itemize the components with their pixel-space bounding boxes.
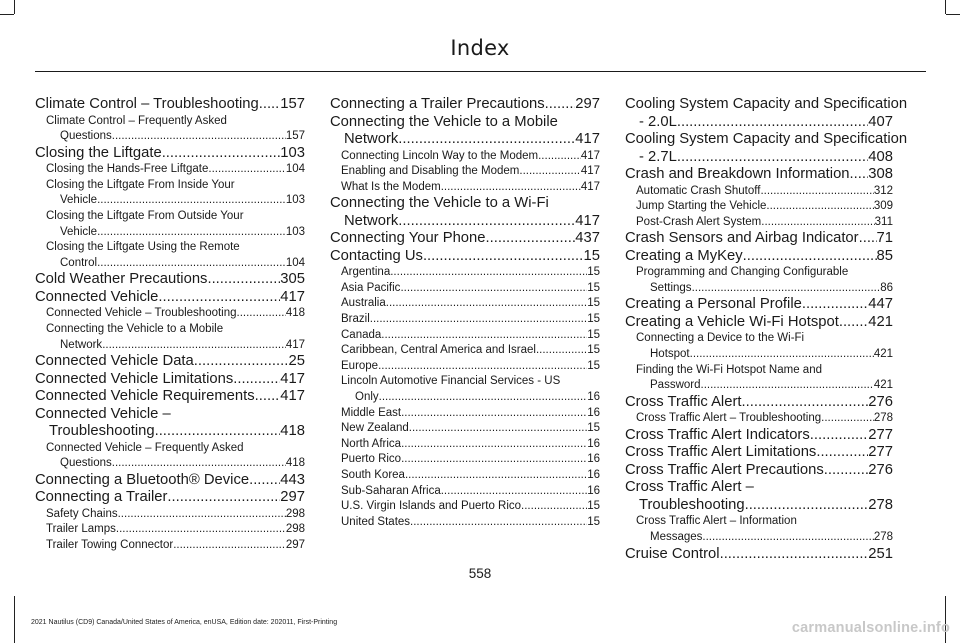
- index-entry: [625, 314, 893, 332]
- dot-leader: [208, 162, 285, 178]
- page-ref: 251: [868, 545, 893, 562]
- page-ref: 309: [873, 200, 893, 213]
- dot-leader: [398, 131, 575, 149]
- dot-leader: [677, 149, 868, 167]
- page-ref: 16: [587, 437, 600, 450]
- crop-mark: [14, 596, 15, 643]
- index-entry: [330, 131, 600, 149]
- entry-text: Asia Pacific: [341, 281, 401, 294]
- entry-text: North Africa: [341, 437, 402, 450]
- index-entry: [625, 427, 893, 445]
- dot-leader: [370, 312, 587, 328]
- index-entry: [35, 353, 305, 371]
- page-ref: 417: [280, 288, 305, 305]
- entry-text: Sub-Saharan Africa: [341, 484, 441, 497]
- entry-text: Safety Chains: [46, 507, 118, 520]
- page-number: 558: [468, 566, 492, 581]
- dot-leader: [760, 184, 873, 200]
- page-ref: 298: [285, 523, 305, 536]
- index-entry: [35, 423, 305, 441]
- index-entry: [625, 230, 893, 248]
- entry-text: Hotspot: [650, 348, 690, 361]
- entry-text: Automatic Crash Shutoff: [636, 184, 761, 197]
- page-ref: 15: [587, 515, 600, 528]
- entry-text: Europe: [341, 359, 379, 372]
- dot-leader: [742, 394, 869, 412]
- dot-leader: [486, 230, 576, 248]
- page-ref: 16: [587, 484, 600, 497]
- index-entry: [330, 213, 600, 231]
- index-entry-heading: Lincoln Automotive Financial Services - US: [341, 375, 561, 388]
- page-ref: 16: [587, 391, 600, 404]
- entry-text: U.S. Virgin Islands and Puerto Rico: [341, 500, 522, 513]
- page-ref: 278: [868, 496, 893, 513]
- entry-text: Connecting a Trailer Precautions: [330, 96, 545, 112]
- entry-text: Creating a Vehicle Wi-Fi Hotspot: [625, 313, 839, 330]
- entry-text: Closing the Hands-Free Liftgate: [46, 163, 209, 176]
- index-subentry: [35, 129, 305, 145]
- index-subentry: [330, 421, 600, 437]
- index-subentry: [35, 522, 305, 538]
- page-ref: 298: [285, 507, 305, 520]
- index-subentry: [35, 538, 305, 554]
- dot-leader: [850, 166, 869, 184]
- page-ref: 15: [587, 344, 600, 357]
- dot-leader: [545, 96, 576, 114]
- entry-text: Password: [650, 379, 701, 392]
- entry-text: Cruise Control: [625, 545, 720, 562]
- edition-footer: 2021 Nautilus (CD9) Canada/United States of America, enUSA, Edition date: 202011, First-Printing: [31, 619, 338, 626]
- entry-text: Vehicle: [60, 225, 98, 238]
- page-ref: 104: [285, 163, 305, 176]
- entry-text: Crash Sensors and Airbag Indicator: [625, 230, 859, 247]
- index-subentry: [330, 359, 600, 375]
- dot-leader: [255, 388, 281, 406]
- entry-text: Argentina: [341, 266, 391, 279]
- entry-text: Middle East: [341, 406, 402, 419]
- page-ref: 311: [874, 215, 893, 228]
- entry-text: Trailer Lamps: [46, 523, 116, 536]
- page-ref: 278: [873, 412, 893, 425]
- dot-leader: [690, 347, 874, 363]
- entry-text: Post-Crash Alert System: [636, 215, 762, 228]
- index-entry: [35, 271, 305, 289]
- entry-text: Canada: [341, 328, 382, 341]
- entry-text: Connected Vehicle: [35, 288, 159, 305]
- page-ref: 16: [587, 406, 600, 419]
- page-ref: 408: [868, 148, 893, 165]
- dot-leader: [743, 248, 877, 266]
- watermark: carmanualsonline.info: [791, 620, 950, 636]
- dot-leader: [173, 538, 286, 554]
- dot-leader: [519, 164, 580, 180]
- index-entry-heading: Closing the Liftgate Using the Remote: [46, 241, 240, 254]
- dot-leader: [378, 359, 587, 375]
- dot-leader: [816, 444, 868, 462]
- dot-leader: [401, 452, 587, 468]
- dot-leader: [162, 145, 281, 163]
- dot-leader: [810, 427, 869, 445]
- index-entry: [625, 166, 893, 184]
- entry-text: Cross Traffic Alert: [625, 393, 742, 410]
- index-subentry: [330, 484, 600, 500]
- page-ref: 15: [583, 247, 600, 264]
- page-ref: 104: [285, 256, 305, 269]
- page-ref: 103: [285, 194, 305, 207]
- dot-leader: [386, 296, 587, 312]
- index-entry: [625, 394, 893, 412]
- dot-leader: [536, 343, 587, 359]
- dot-leader: [859, 230, 877, 248]
- index-subentry: [35, 162, 305, 178]
- dot-leader: [97, 225, 286, 241]
- entry-text: Connected Vehicle Limitations: [35, 370, 234, 387]
- page-ref: 418: [285, 457, 305, 470]
- entry-text: South Korea: [341, 469, 405, 481]
- entry-text: Brazil: [341, 313, 370, 326]
- dot-leader: [158, 289, 280, 307]
- dot-leader: [97, 256, 286, 272]
- entry-text: Connecting Lincoln Way to the Modem: [341, 149, 539, 162]
- index-entry-heading: Programming and Changing Configurable: [636, 266, 849, 279]
- index-subentry: [625, 199, 893, 215]
- page-ref: 86: [880, 281, 893, 294]
- index-subentry: [35, 338, 305, 354]
- page-ref: 85: [876, 247, 893, 264]
- dot-leader: [766, 199, 873, 215]
- entry-text: Connected Vehicle Data: [35, 353, 194, 370]
- index-subentry: [35, 225, 305, 241]
- entry-text: Questions: [60, 130, 112, 143]
- page-ref: 421: [873, 379, 893, 392]
- entry-text: - 2.0L: [639, 113, 677, 130]
- index-subentry: [330, 265, 600, 281]
- index-entry-heading: Connected Vehicle –: [35, 405, 171, 422]
- index-column-2: [330, 96, 600, 530]
- page-ref: 437: [575, 230, 600, 247]
- entry-text: Trailer Towing Connector: [46, 539, 174, 551]
- dot-leader: [118, 507, 286, 523]
- index-subentry: [330, 343, 600, 359]
- entry-text: Messages: [650, 531, 703, 544]
- dot-leader: [745, 497, 869, 515]
- page-ref: 25: [288, 353, 305, 370]
- index-subentry: [330, 328, 600, 344]
- dot-leader: [390, 265, 587, 281]
- index-entry-heading: Finding the Wi-Fi Hotspot Name and: [636, 363, 822, 376]
- dot-leader: [405, 468, 587, 484]
- page-ref: 305: [280, 271, 305, 288]
- index-entry-heading: Closing the Liftgate From Inside Your: [46, 178, 235, 191]
- page-ref: 277: [868, 426, 893, 443]
- page-ref: 276: [868, 461, 893, 478]
- page-title: Index: [450, 36, 510, 60]
- entry-text: Connected Vehicle Requirements: [35, 388, 255, 405]
- dot-leader: [821, 411, 874, 427]
- page-ref: 278: [873, 531, 893, 544]
- index-subentry: [330, 499, 600, 515]
- index-subentry: [330, 468, 600, 484]
- entry-text: Settings: [650, 281, 692, 294]
- dot-leader: [112, 456, 286, 472]
- index-entry: [35, 96, 305, 114]
- page-ref: 421: [868, 313, 893, 330]
- entry-text: Vehicle: [60, 194, 98, 207]
- index-subentry: [35, 256, 305, 272]
- dot-leader: [701, 378, 874, 394]
- page-ref: 297: [285, 539, 305, 551]
- entry-text: Caribbean, Central America and Israel: [341, 344, 536, 357]
- index-entry: [35, 145, 305, 163]
- page-ref: 417: [575, 212, 600, 229]
- page-ref: 417: [580, 165, 600, 178]
- index-subentry: [625, 215, 893, 231]
- index-entry-heading: Climate Control – Frequently Asked: [46, 114, 227, 127]
- index-entry: [625, 114, 893, 132]
- entry-text: Only: [355, 391, 379, 404]
- entry-text: Climate Control – Troubleshooting: [35, 96, 259, 112]
- index-subentry: [625, 530, 893, 546]
- dot-leader: [839, 314, 868, 332]
- entry-text: Network: [60, 338, 103, 351]
- dot-leader: [167, 489, 280, 507]
- dot-leader: [441, 484, 587, 500]
- index-subentry: [330, 180, 600, 196]
- page-ref: 15: [587, 266, 600, 279]
- crop-mark: [14, 0, 15, 14]
- dot-leader: [102, 338, 286, 354]
- entry-text: Australia: [341, 297, 386, 310]
- dot-leader: [401, 437, 587, 453]
- entry-text: Cold Weather Precautions: [35, 271, 208, 288]
- dot-leader: [802, 296, 868, 314]
- dot-leader: [692, 281, 881, 297]
- dot-leader: [702, 530, 873, 546]
- index-entry-heading: Cross Traffic Alert –: [625, 479, 754, 496]
- index-column-3: [625, 96, 908, 563]
- entry-text: Connected Vehicle – Troubleshooting: [46, 307, 237, 320]
- index-entry: [625, 248, 893, 266]
- page-ref: 297: [575, 96, 600, 112]
- dot-leader: [97, 193, 286, 209]
- page-ref: 418: [285, 307, 305, 320]
- index-entry: [625, 444, 893, 462]
- index-subentry: [625, 281, 893, 297]
- dot-leader: [379, 390, 588, 406]
- index-entry: [35, 472, 305, 490]
- index-entry: [35, 489, 305, 507]
- page-ref: 15: [587, 422, 600, 435]
- entry-text: Network: [344, 212, 399, 229]
- entry-text: Connecting Your Phone: [330, 230, 486, 247]
- page-ref: 276: [868, 393, 893, 410]
- dot-leader: [398, 213, 575, 231]
- index-entry-heading: Cooling System Capacity and Specification: [625, 131, 908, 147]
- dot-leader: [401, 406, 587, 422]
- page-ref: 15: [587, 297, 600, 310]
- entry-text: Connecting a Trailer: [35, 489, 168, 506]
- index-entry: [625, 497, 893, 515]
- page-ref: 103: [280, 144, 305, 161]
- index-subentry: [35, 456, 305, 472]
- dot-leader: [116, 522, 286, 538]
- index-entry: [330, 248, 600, 266]
- page-ref: 15: [587, 313, 600, 326]
- crop-mark: [946, 14, 960, 15]
- dot-leader: [155, 423, 281, 441]
- dot-leader: [538, 149, 581, 165]
- index-entry-heading: Connecting the Vehicle to a Mobile: [330, 113, 558, 130]
- index-entry-heading: Connecting a Device to the Wi-Fi: [636, 332, 805, 345]
- dot-leader: [423, 248, 584, 266]
- index-entry: [35, 289, 305, 307]
- entry-text: Connecting a Bluetooth® Device: [35, 471, 250, 488]
- index-subentry: [330, 515, 600, 531]
- index-entry: [330, 230, 600, 248]
- page-ref: 15: [587, 359, 600, 372]
- entry-text: Cross Traffic Alert Indicators: [625, 426, 810, 443]
- entry-text: Crash and Breakdown Information: [625, 166, 850, 182]
- index-entry: [625, 546, 893, 564]
- index-subentry: [35, 193, 305, 209]
- page-ref: 15: [587, 281, 600, 294]
- entry-text: Enabling and Disabling the Modem: [341, 165, 520, 178]
- page-ref: 417: [285, 338, 305, 351]
- entry-text: Creating a MyKey: [625, 247, 743, 264]
- index-entry-heading: Cooling System Capacity and Specification: [625, 96, 908, 112]
- index-subentry: [625, 411, 893, 427]
- page-ref: 15: [587, 328, 600, 341]
- page-ref: 418: [280, 423, 305, 440]
- index-subentry: [330, 312, 600, 328]
- index-subentry: [330, 452, 600, 468]
- dot-leader: [249, 472, 280, 490]
- entry-text: Cross Traffic Alert – Troubleshooting: [636, 412, 822, 425]
- dot-leader: [761, 215, 874, 231]
- index-subentry: [330, 281, 600, 297]
- entry-text: - 2.7L: [639, 148, 677, 165]
- dot-leader: [720, 546, 869, 564]
- index-subentry: [330, 296, 600, 312]
- dot-leader: [112, 129, 286, 145]
- page-ref: 297: [280, 489, 305, 506]
- page-ref: 15: [587, 500, 600, 513]
- index-entry-heading: Cross Traffic Alert – Information: [636, 515, 797, 528]
- index-subentry: [330, 149, 600, 165]
- index-entry-heading: Closing the Liftgate From Outside Your: [46, 209, 244, 222]
- dot-leader: [207, 271, 280, 289]
- index-entry: [625, 296, 893, 314]
- index-subentry: [330, 437, 600, 453]
- page-ref: 71: [876, 230, 893, 247]
- entry-text: Contacting Us: [330, 247, 423, 264]
- index-subentry: [625, 347, 893, 363]
- dot-leader: [410, 515, 587, 531]
- index-subentry: [330, 390, 600, 406]
- dot-leader: [521, 499, 587, 515]
- entry-text: Closing the Liftgate: [35, 144, 162, 161]
- index-entry: [625, 462, 893, 480]
- index-column-1: [35, 96, 305, 554]
- entry-text: New Zealand: [341, 422, 409, 435]
- entry-text: Troubleshooting: [639, 496, 745, 513]
- page-ref: 417: [280, 370, 305, 387]
- entry-text: Cross Traffic Alert Precautions: [625, 461, 824, 478]
- page-ref: 308: [868, 166, 893, 182]
- page-ref: 157: [285, 130, 305, 143]
- entry-text: What Is the Modem: [341, 180, 441, 193]
- page-ref: 443: [280, 471, 305, 488]
- entry-text: Jump Starting the Vehicle: [636, 200, 767, 213]
- entry-text: Network: [344, 131, 399, 147]
- dot-leader: [441, 180, 581, 196]
- page-ref: 417: [575, 131, 600, 147]
- crop-mark: [945, 0, 946, 14]
- entry-text: Creating a Personal Profile: [625, 296, 802, 313]
- index-entry-heading: Connected Vehicle – Frequently Asked: [46, 441, 244, 454]
- page-ref: 103: [285, 225, 305, 238]
- index-subentry: [330, 164, 600, 180]
- dot-leader: [233, 371, 280, 389]
- dot-leader: [194, 353, 289, 371]
- index-subentry: [625, 378, 893, 394]
- entry-text: Questions: [60, 457, 112, 470]
- title-divider: [35, 71, 926, 72]
- page-ref: 407: [868, 113, 893, 130]
- index-subentry: [330, 406, 600, 422]
- index-subentry: [35, 507, 305, 523]
- index-entry: [35, 371, 305, 389]
- dot-leader: [824, 462, 869, 480]
- entry-text: Control: [60, 256, 98, 269]
- entry-text: Cross Traffic Alert Limitations: [625, 444, 817, 461]
- page-ref: 16: [587, 453, 600, 466]
- entry-text: Puerto Rico: [341, 453, 402, 466]
- page-ref: 157: [280, 96, 305, 112]
- entry-text: United States: [341, 515, 411, 528]
- page-ref: 417: [580, 180, 600, 193]
- page-ref: 447: [868, 296, 893, 313]
- index-entry-heading: Connecting the Vehicle to a Mobile: [46, 322, 224, 335]
- index-entry: [625, 149, 893, 167]
- page-ref: 421: [873, 348, 893, 361]
- entry-text: Troubleshooting: [49, 423, 155, 440]
- dot-leader: [677, 114, 868, 132]
- dot-leader: [409, 421, 587, 437]
- index-subentry: [625, 184, 893, 200]
- crop-mark: [0, 14, 14, 15]
- index-subentry: [35, 306, 305, 322]
- dot-leader: [381, 328, 587, 344]
- dot-leader: [237, 306, 286, 322]
- page-ref: 417: [580, 149, 600, 162]
- page-ref: 312: [873, 184, 893, 197]
- dot-leader: [400, 281, 587, 297]
- index-entry-heading: Connecting the Vehicle to a Wi-Fi: [330, 195, 549, 212]
- page-ref: 16: [587, 469, 600, 481]
- index-entry: [330, 96, 600, 114]
- index-entry: [35, 388, 305, 406]
- page-ref: 417: [280, 388, 305, 405]
- page-ref: 277: [868, 444, 893, 461]
- dot-leader: [259, 96, 281, 114]
